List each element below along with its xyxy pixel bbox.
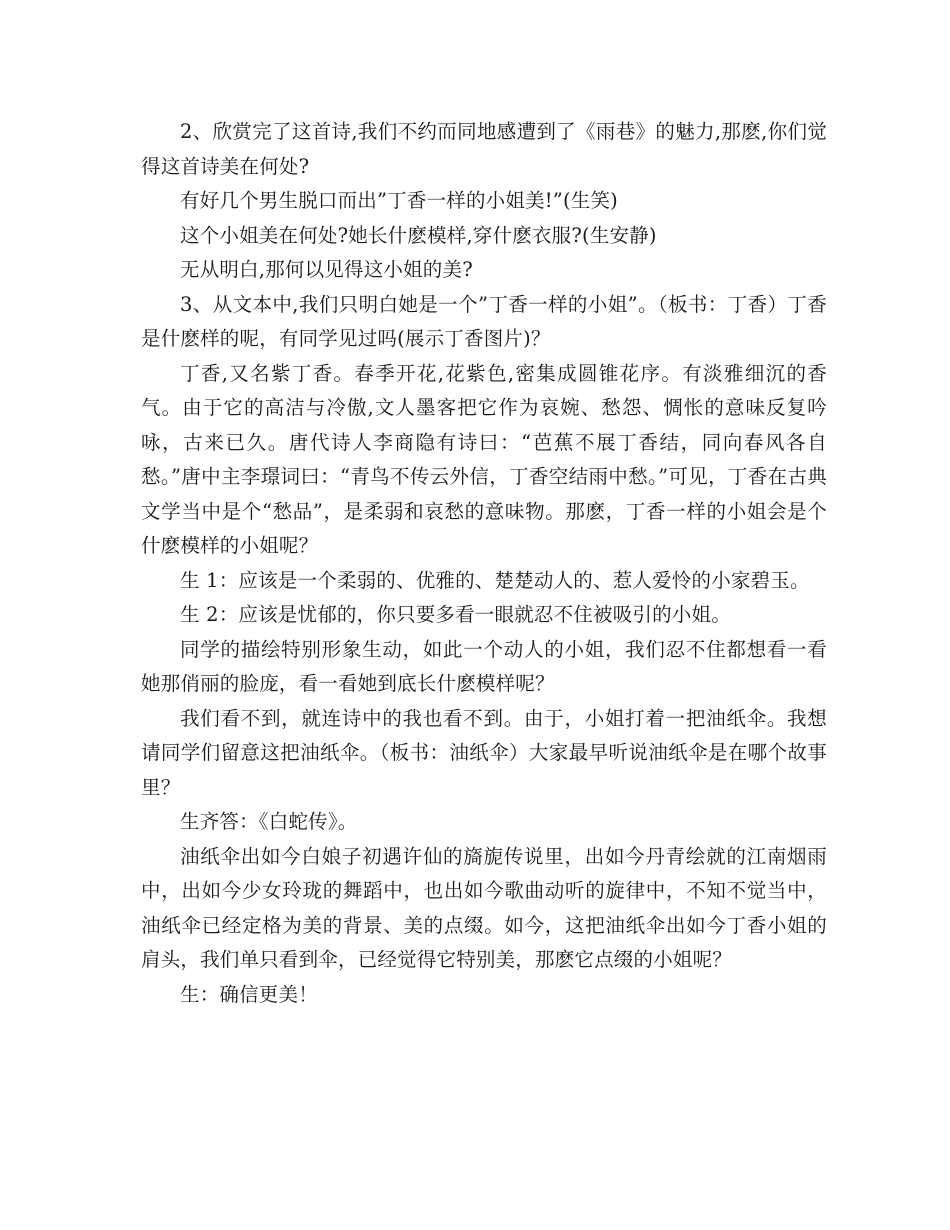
paragraph: 油纸伞出如今白娘子初遇许仙的旖旎传说里，出如今丹青绘就的江南烟雨中，出如今少女玲珑的舞蹈中，也出如今歌曲动听的旋律中，不知不觉当中，油纸伞已经定格为美的背景、美的点缀。如今，这把油纸伞出如今丁香小姐的肩头，我们单只看到伞，已经觉得它特别美，那麽它点缀的小姐呢？ — [141, 844, 827, 971]
paragraph: 我们看不到，就连诗中的我也看不到。由于，小姐打着一把油纸伞。我想请同学们留意这把油纸伞。（板书：油纸伞）大家最早听说油纸伞是在哪个故事里？ — [141, 706, 827, 799]
paragraph: 3、从文本中,我们只明白她是一个”丁香一样的小姐”。（板书：丁香）丁香是什麽样的呢，有同学见过吗(展示丁香图片)？ — [141, 292, 827, 350]
paragraph: 生齐答：《白蛇传》。 — [180, 810, 358, 833]
document-page — [141, 115, 827, 1012]
paragraph: 无从明白,那何以见得这小姐的美? — [180, 258, 473, 281]
paragraph: 丁香,又名紫丁香。春季开花,花紫色,密集成圆锥花序。有淡雅细沉的香气。由于它的高洁与冷傲,文人墨客把它作为哀婉、愁怨、惆怅的意味反复吟咏，古来已久。唐代诗人李商隐有诗曰：“芭蕉不展丁香结，同向春风各自愁。”唐中主李璟词曰：“青鸟不传云外信，丁香空结雨中愁。”可见，丁香在古典文学当中是个“愁品”，是柔弱和哀愁的意味物。那麽，丁香一样的小姐会是个什麽模样的小姐呢？ — [141, 361, 827, 557]
paragraph: 这个小姐美在何处?她长什麽模样,穿什麽衣服?(生安静) — [180, 223, 657, 247]
paragraph: 2、欣赏完了这首诗,我们不约而同地感遭到了《雨巷》的魅力,那麽,你们觉得这首诗美在何处? — [141, 120, 827, 178]
paragraph: 有好几个男生脱口而出”丁香一样的小姐美!”(生笑) — [180, 189, 618, 212]
paragraph: 生：确信更美！ — [180, 982, 318, 1006]
paragraph: 生 2：应该是忧郁的，你只要多看一眼就忍不住被吸引的小姐。 — [180, 603, 731, 626]
paragraph: 同学的描绘特别形象生动，如此一个动人的小姐，我们忍不住都想看一看她那俏丽的脸庞，看一看她到底长什麽模样呢？ — [141, 637, 827, 695]
paragraph: 生 1：应该是一个柔弱的、优雅的、楚楚动人的、惹人爱怜的小家碧玉。 — [180, 568, 810, 592]
